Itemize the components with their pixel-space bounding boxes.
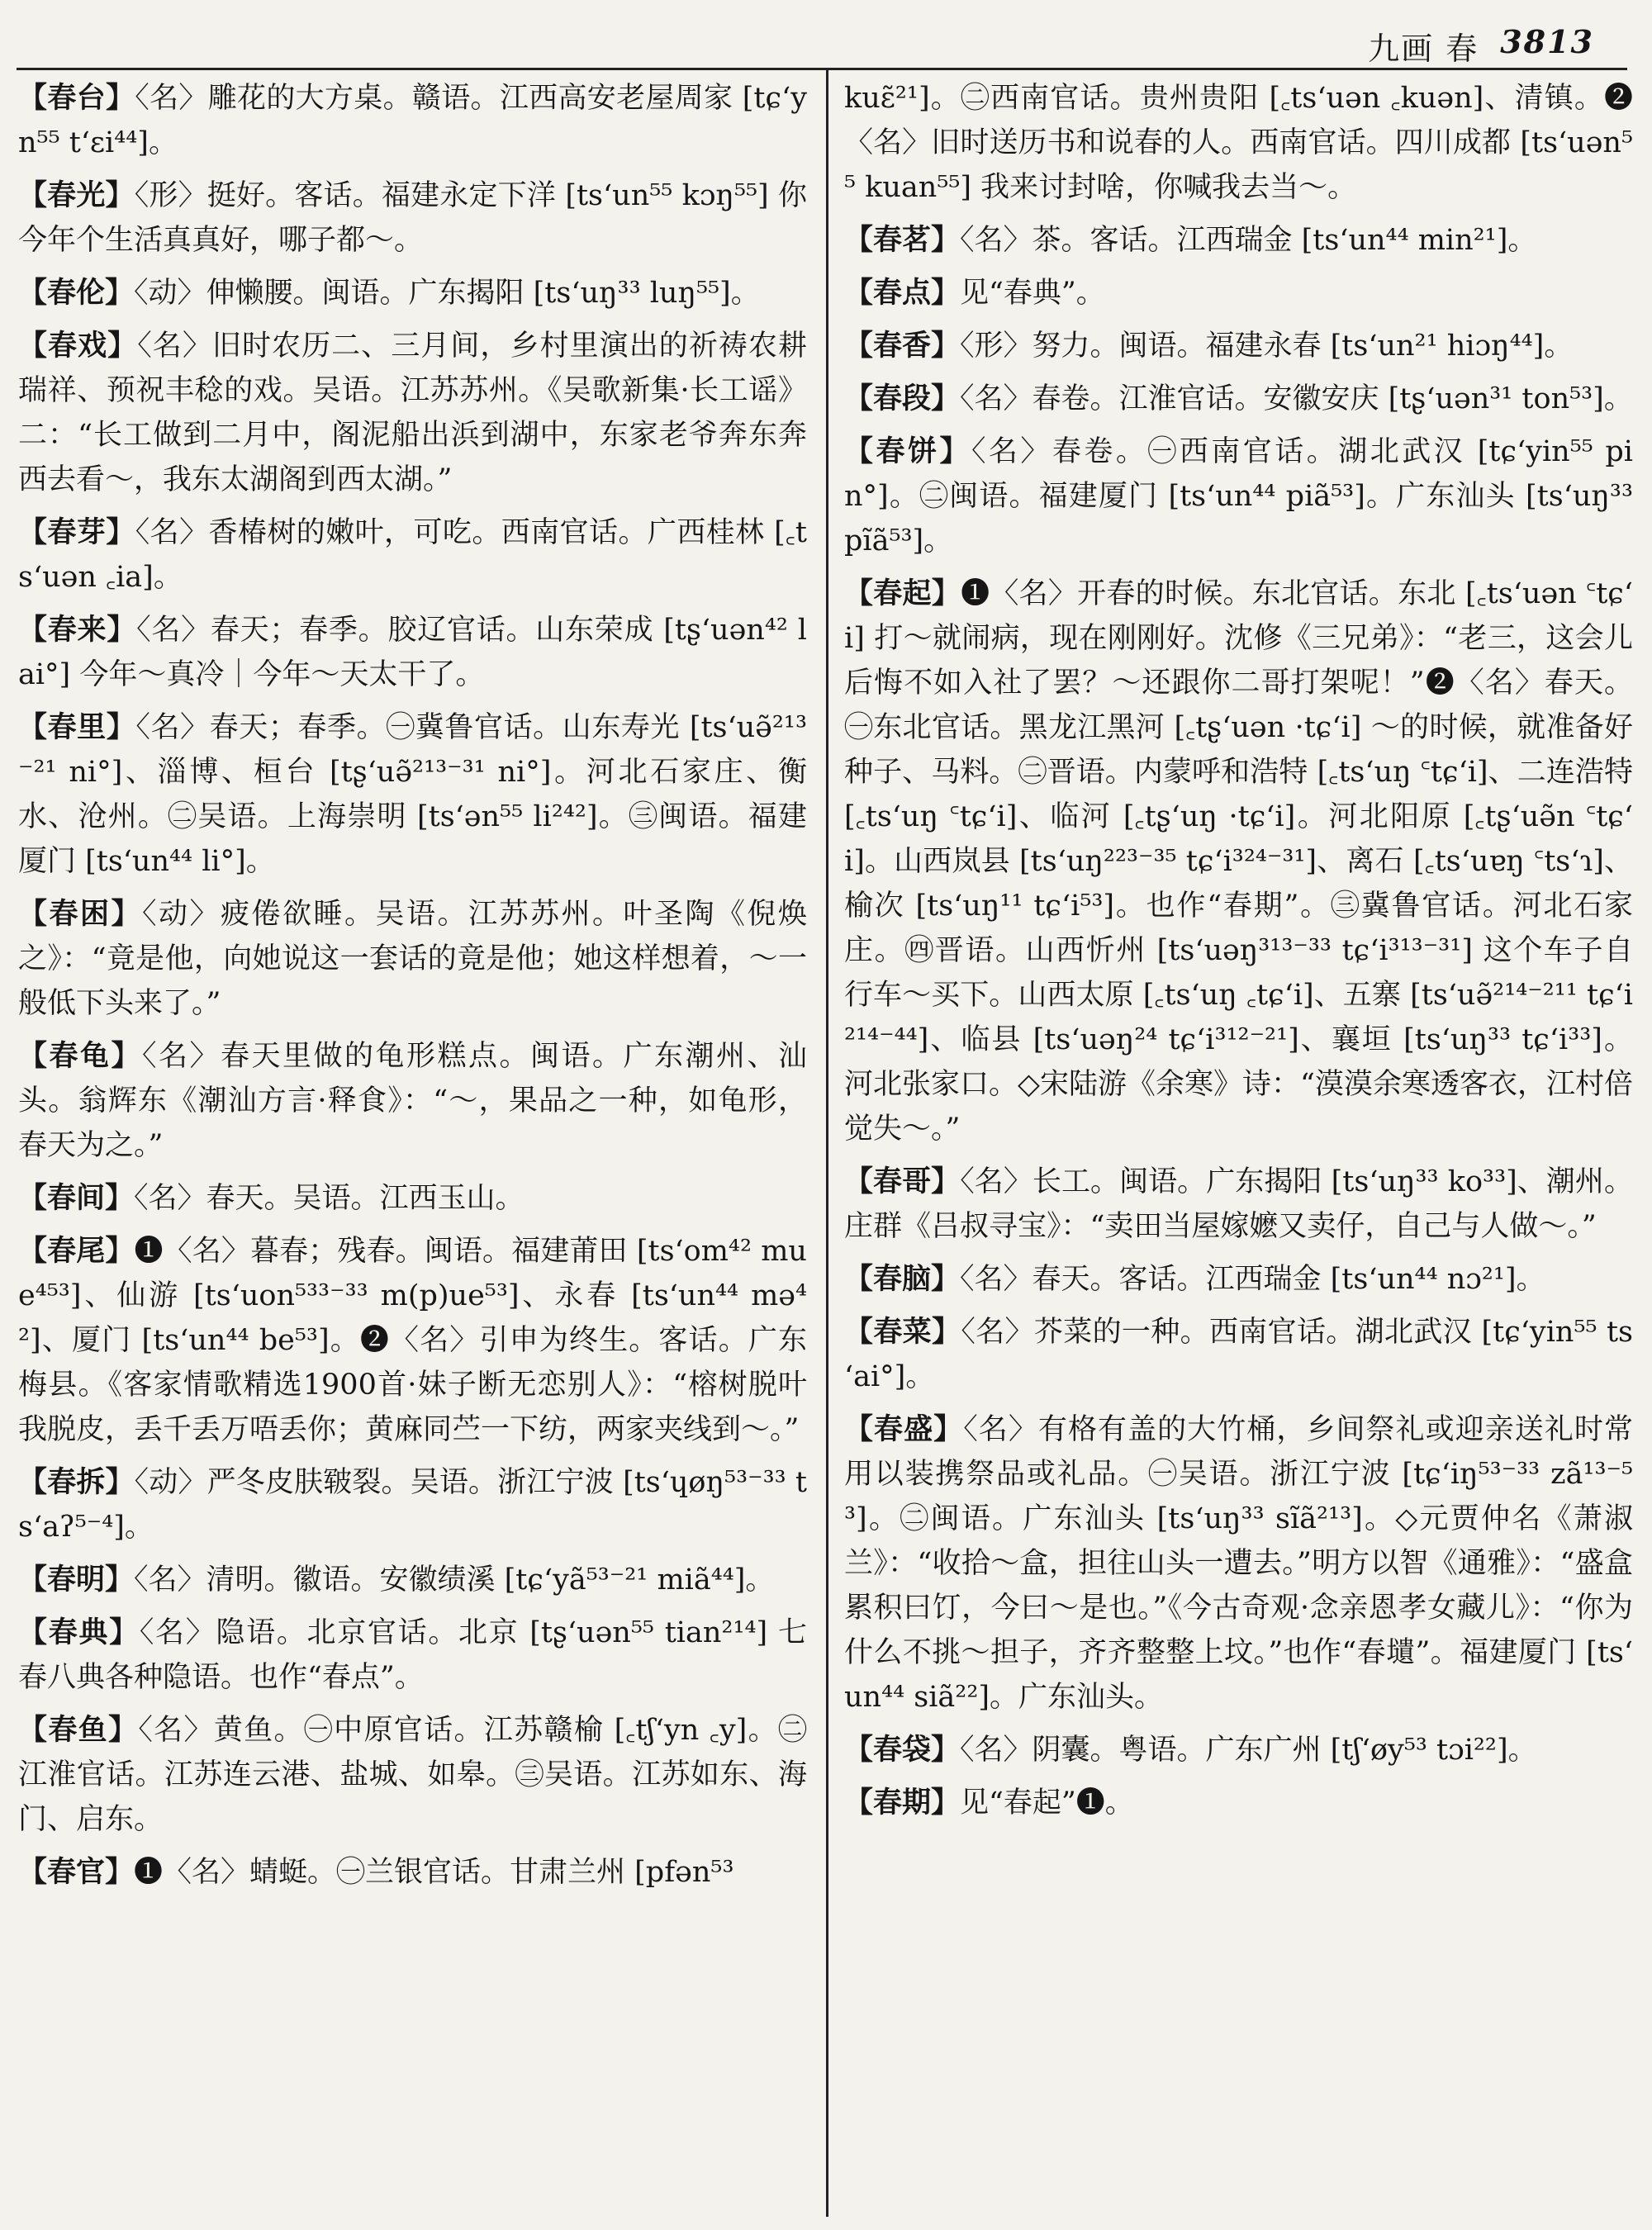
entry-definition: 见“春典”。: [960, 277, 1105, 310]
dictionary-entry: [844, 271, 1633, 316]
entry-definition: 〈名〉春卷。㊀西南官话。湖北武汉 [tɕʻyin⁵⁵ pin°]。㊁闽语。福建厦门 [tsʻun⁴⁴ piã⁵³]。广东汕头 [tsʻuŋ³³ pĩã⁵³]。: [844, 435, 1643, 558]
entry-headword: 【春茗】: [844, 223, 961, 257]
entry-definition: 〈名〉旧时农历二、三月间，乡村里演出的祈祷农耕瑞祥、预祝丰稔的戏。吴语。江苏苏州。《吴歌新集·长工谣》二：“长工做到二月中，阁泥船出浜到湖中，东家老爷奔东奔西去看～，我东太湖阁到西太湖。”: [18, 330, 807, 496]
dictionary-entry: [844, 1160, 1633, 1249]
entry-definition: ❶〈名〉蜻蜓。㊀兰银官话。甘肃兰州 [pfən⁵³: [134, 1856, 734, 1889]
entry-definition: 〈名〉隐语。北京官话。北京 [tʂʻuən⁵⁵ tian²¹⁴] 七春八典各种隐语。也作“春点”。: [18, 1616, 807, 1694]
dictionary-entry: [18, 1229, 807, 1452]
entry-definition: 〈名〉春天；春季。㊀冀鲁官话。山东寿光 [tsʻuə̃²¹³⁻²¹ ni°]、淄博、桓台 [tʂʻuə̃²¹³⁻³¹ ni°]。河北石家庄、衡水、沧州。㊁吴语。上海崇明 [tsʻən⁵⁵ li²⁴²]。㊂闽语。福建厦门 [tsʻun⁴⁴ li°]。: [18, 711, 807, 878]
entry-definition: 〈名〉阴囊。粤语。广东广州 [tʃʻøy⁵³ tɔi²²]。: [960, 1734, 1537, 1767]
dictionary-entry: [18, 1460, 807, 1549]
dictionary-entry: [844, 377, 1633, 421]
entry-headword: 【春尾】: [18, 1234, 135, 1268]
page-number: 3813: [1500, 23, 1594, 60]
entry-headword: 【春脑】: [844, 1262, 961, 1296]
entry-headword: 【春盛】: [844, 1412, 964, 1446]
entry-definition: ❶〈名〉开春的时候。东北官话。东北 [꜀tsʻuən ꜂tɕʻi] 打～就闹病，现在刚刚好。沈修《三兄弟》：“老三，这会儿后悔不如入社了罢？～还跟你二哥打架呢！”❷〈名〉春天。㊀东北官话。黑龙江黑河 [꜀tʂʻuən ·tɕʻi] ～的时候，就准备好种子、马料。㊁晋语。内蒙呼和浩特 [꜀tsʻuŋ ꜂tɕʻi]、二连浩特 [꜀tsʻuŋ ꜂tɕʻi]、临河 [꜀tʂʻuŋ ·tɕʻi]。河北阳原 [꜀tʂʻuə̃n ꜂tɕʻi]。山西岚县 [tsʻuŋ²²³⁻³⁵ tɕʻi³²⁴⁻³¹]、离石 [꜀tsʻuɐŋ ꜂tsʻɿ]、榆次 [tsʻuŋ¹¹ tɕʻi⁵³]。也作“春期”。㊂冀鲁官话。河北石家庄。㊃晋语。山西忻州 [tsʻuəŋ³¹³⁻³³ tɕʻi³¹³⁻³¹] 这个车子自行车～买下。山西太原 [꜀tsʻuŋ ꜀tɕʻi]、五寨 [tsʻuə̃²¹⁴⁻²¹¹ tɕʻi²¹⁴⁻⁴⁴]、临县 [tsʻuəŋ²⁴ tɕʻi³¹²⁻²¹]、襄垣 [tsʻuŋ³³ tɕʻi³³]。河北张家口。◇宋陆游《余寒》诗：“漠漠余寒透客衣，江村倍觉失～。”: [844, 577, 1643, 1146]
entry-definition: 见“春起”❶。: [960, 1786, 1134, 1820]
entry-headword: 【春鱼】: [18, 1713, 139, 1747]
entry-headword: 【春台】: [18, 81, 135, 115]
entry-definition: 〈名〉雕花的大方桌。赣语。江西高安老屋周家 [tɕʻyn⁵⁵ tʻɛi⁴⁴]。: [18, 82, 807, 159]
entry-headword: 【春袋】: [844, 1733, 961, 1767]
entry-headword: 【春饼】: [844, 434, 971, 468]
entry-definition: 〈名〉黄鱼。㊀中原官话。江苏赣榆 [꜀tʃʻyn ꜀y]。㊁江淮官话。江苏连云港、盐城、如皋。㊂吴语。江苏如东、海门、启东。: [18, 1714, 807, 1836]
entry-definition: ❶〈名〉暮春；残春。闽语。福建莆田 [tsʻom⁴² mue⁴⁵³]、仙游 [tsʻuon⁵³³⁻³³ m(p)ue⁵³]、永春 [tsʻun⁴⁴ mə⁴²]、厦门 [tsʻun⁴⁴ be⁵³]。❷〈名〉引申为终生。客话。广东梅县。《客家情歌精选1900首·妹子断无恋别人》：“榕树脱叶我脱皮，丢千丢万唔丢你；黄麻同苎一下纺，两家夹线到～。”: [18, 1235, 807, 1446]
entry-definition: 〈形〉挺好。客话。福建永定下洋 [tsʻun⁵⁵ kɔŋ⁵⁵] 你今年个生活真真好，哪子都～。: [18, 179, 807, 257]
entry-definition: 〈动〉伸懒腰。闽语。广东揭阳 [tsʻuŋ³³ luŋ⁵⁵]。: [134, 277, 760, 310]
dictionary-entry: [844, 218, 1633, 263]
dictionary-entry: [844, 1407, 1633, 1720]
entry-definition: 〈动〉疲倦欲睡。吴语。江苏苏州。叶圣陶《倪焕之》：“竟是他，向她说这一套话的竟是他；她这样想着，～一般低下头来了。”: [18, 898, 807, 1020]
entry-headword: 【春拆】: [18, 1465, 135, 1499]
entry-headword: 【春点】: [844, 276, 961, 310]
dictionary-entry: [18, 608, 807, 697]
entry-definition: kuɛ̃²¹]。㊁西南官话。贵州贵阳 [꜀tsʻuən ꜀kuən]、清镇。❷〈名〉旧时送历书和说春的人。西南官话。四川成都 [tsʻuən⁵⁵ kuan⁵⁵] 我来讨封啥，你喊我去当～。: [844, 82, 1633, 204]
entry-definition: 〈名〉香椿树的嫩叶，可吃。西南官话。广西桂林 [꜀tsʻuən ꜀ia]。: [18, 516, 807, 594]
dictionary-entry: [844, 1781, 1633, 1825]
entry-definition: 〈名〉春天。客话。江西瑞金 [tsʻun⁴⁴ nɔ²¹]。: [960, 1263, 1545, 1296]
entry-definition: 〈名〉茶。客话。江西瑞金 [tsʻun⁴⁴ min²¹]。: [960, 224, 1537, 257]
dictionary-entry: [844, 1728, 1633, 1772]
dictionary-entry: [18, 324, 807, 502]
entry-headword: 【春芽】: [18, 515, 135, 549]
column-divider: [826, 69, 828, 2217]
entry-headword: 【春期】: [844, 1786, 961, 1820]
right-column: [844, 76, 1643, 1834]
entry-definition: 〈名〉春卷。江淮官话。安徽安庆 [tʂʻuən³¹ ton⁵³]。: [960, 382, 1633, 415]
dictionary-entry: [18, 705, 807, 884]
entry-headword: 【春官】: [18, 1855, 135, 1889]
section-title: 九画 春: [1368, 31, 1479, 67]
entry-headword: 【春香】: [844, 329, 961, 363]
dictionary-entry: [18, 271, 807, 316]
entry-definition: 〈名〉春天；春季。胶辽官话。山东荣成 [tʂʻuən⁴² lai°] 今年～真冷｜今年～天太干了。: [18, 614, 807, 691]
entry-headword: 【春来】: [18, 613, 137, 647]
entry-definition: 〈形〉努力。闽语。福建永春 [tsʻun²¹ hiɔŋ⁴⁴]。: [960, 330, 1574, 363]
entry-definition: 〈名〉有格有盖的大竹桶，乡间祭礼或迎亲送礼时常用以装携祭品或礼品。㊀吴语。浙江宁波 [tɕʻiŋ⁵³⁻³³ zã¹³⁻⁵³]。㊁闽语。广东汕头 [tsʻuŋ³³ sĩã²¹³]。◇元贾仲名《萧淑兰》：“收拾～盒，担往山头一遭去。”明方以智《通雅》：“盛盒累积曰饤，今曰～是也。”《今古奇观·念亲恩孝女藏儿》：“你为什么不挑～担子，齐齐整整上坟。”也作“春壝”。福建厦门 [tsʻun⁴⁴ siã²²]。广东汕头。: [844, 1413, 1633, 1714]
dictionary-entry: [18, 173, 807, 263]
entry-definition: 〈名〉春天。吴语。江西玉山。: [134, 1182, 525, 1215]
dictionary-entry: [18, 76, 807, 165]
dictionary-entry: [18, 1558, 807, 1602]
dictionary-entry: [18, 1611, 807, 1700]
entry-headword: 【春龟】: [18, 1039, 142, 1073]
entry-headword: 【春起】: [844, 576, 961, 610]
entry-headword: 【春菜】: [844, 1315, 961, 1349]
entry-headword: 【春困】: [18, 897, 142, 931]
entry-headword: 【春伦】: [18, 276, 135, 310]
dictionary-entry: [844, 324, 1633, 368]
entry-definition: 〈名〉长工。闽语。广东揭阳 [tsʻuŋ³³ ko³³]、潮州。庄群《吕叔寻宝》：“卖田当屋嫁嬷又卖仔，自己与人做～。”: [844, 1165, 1633, 1243]
entry-headword: 【春里】: [18, 710, 136, 744]
entry-definition: 〈名〉春天里做的龟形糕点。闽语。广东潮州、汕头。翁辉东《潮汕方言·释食》：“～，果品之一种，如龟形，春天为之。”: [18, 1040, 807, 1162]
dictionary-entry: [844, 429, 1643, 563]
entry-definition: 〈动〉严冬皮肤皲裂。吴语。浙江宁波 [tsʻɥøŋ⁵³⁻³³ tsʻaʔ⁵⁻⁴]。: [18, 1466, 807, 1544]
dictionary-entry: [18, 1034, 807, 1168]
dictionary-entry: [18, 510, 807, 600]
entry-definition: 〈名〉芥菜的一种。西南官话。湖北武汉 [tɕʻyin⁵⁵ tsʻai°]。: [844, 1316, 1633, 1393]
header-rule: [17, 68, 1627, 70]
dictionary-entry: [18, 1176, 807, 1221]
entry-headword: 【春光】: [18, 178, 135, 212]
dictionary-entry: [18, 892, 807, 1026]
entry-headword: 【春戏】: [18, 329, 138, 363]
entry-headword: 【春间】: [18, 1181, 135, 1215]
entry-headword: 【春明】: [18, 1563, 135, 1597]
entry-headword: 【春哥】: [844, 1165, 961, 1198]
page-header: [1368, 23, 1594, 69]
dictionary-entry: [844, 1257, 1633, 1302]
entry-headword: 【春段】: [844, 382, 961, 415]
entry-headword: 【春典】: [18, 1616, 140, 1649]
dictionary-entry: [844, 572, 1643, 1151]
dictionary-entry: [18, 1708, 807, 1842]
dictionary-entry: [844, 76, 1633, 210]
dictionary-entry: [844, 1310, 1633, 1399]
left-column: [18, 76, 807, 1903]
dictionary-entry: [18, 1850, 807, 1895]
entry-definition: 〈名〉清明。徽语。安徽绩溪 [tɕʻyã⁵³⁻²¹ miã⁴⁴]。: [134, 1563, 775, 1597]
